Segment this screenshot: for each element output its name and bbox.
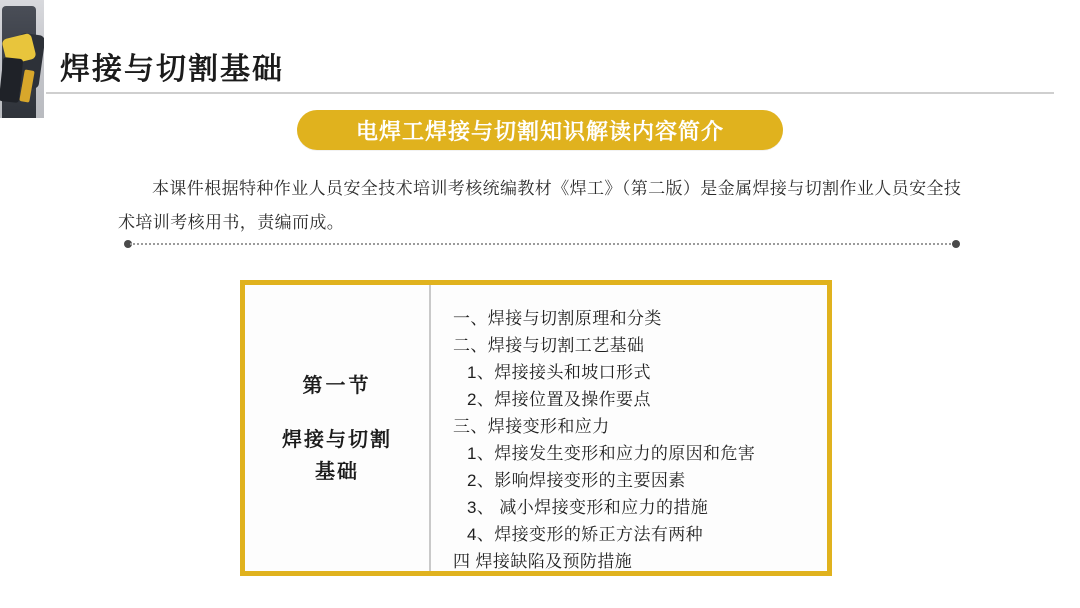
divider-dot-right	[952, 240, 960, 248]
list-item: 四 焊接缺陷及预防措施	[453, 552, 633, 571]
banner-pill	[297, 110, 783, 150]
list-item: 2、焊接位置及操作要点	[467, 390, 651, 409]
slide-header	[0, 36, 1080, 98]
list-item: 1、焊接发生变形和应力的原因和危害	[467, 444, 756, 463]
section-label-panel	[245, 285, 431, 571]
list-item: 二、焊接与切割工艺基础	[453, 336, 645, 355]
banner-label: 电焊工焊接与切割知识解读内容简介	[355, 118, 724, 144]
header-divider	[46, 92, 1054, 94]
section-title: 焊接与切割基础	[282, 428, 392, 483]
list-item: 3、 减小焊接变形和应力的措施	[467, 498, 709, 517]
list-item: 4、焊接变形的矫正方法有两种	[467, 525, 704, 544]
section-number: 第一节	[302, 374, 372, 397]
list-item: 三、焊接变形和应力	[453, 417, 610, 436]
content-box	[240, 280, 832, 576]
intro-paragraph: 本课件根据特种作业人员安全技术培训考核统编教材《焊工》（第二版）是金属焊接与切割作业人员安全技术培训考核用书，责编而成。	[118, 179, 962, 232]
list-item: 一、焊接与切割原理和分类	[453, 309, 662, 328]
divider-line	[130, 243, 954, 245]
page-title: 焊接与切割基础	[60, 53, 284, 86]
list-item: 2、影响焊接变形的主要因素	[467, 471, 686, 490]
dotted-divider	[124, 240, 960, 248]
list-item: 1、焊接接头和坡口形式	[467, 363, 651, 382]
intro-block	[118, 172, 974, 240]
outline-list	[431, 285, 827, 571]
